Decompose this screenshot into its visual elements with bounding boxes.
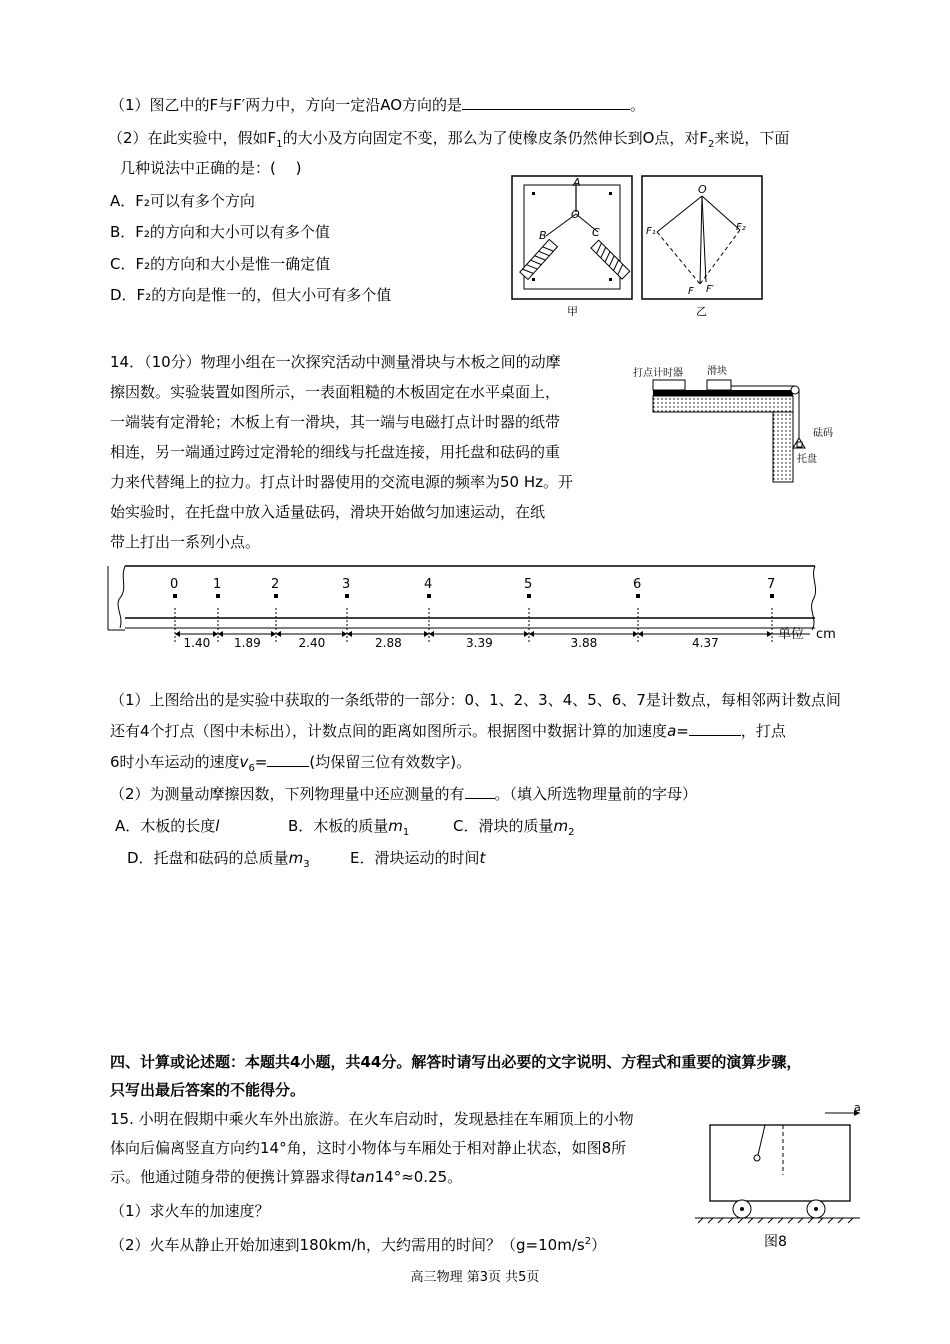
- count-point-dot: [527, 594, 531, 598]
- q13-option-b: B．F₂的方向和大小可以有多个值: [110, 223, 330, 241]
- q14-sub2: （2）为测量动摩擦因数，下列物理量中还应测量的有 。（填入所选物理量前的字母）: [110, 785, 698, 803]
- label-o: O: [698, 183, 707, 196]
- q14-option-b: B．木板的质量$m_1$: [288, 817, 410, 838]
- distance-arrow: [633, 631, 638, 637]
- q14-line: 一端装有定滑轮；木板上有一滑块，其一端与电磁打点计时器的纸带: [110, 413, 561, 431]
- distance-arrow: [213, 631, 218, 637]
- figure-jia: [510, 172, 635, 317]
- q13-option-a: A．F₂可以有多个方向: [110, 192, 255, 210]
- accel-label: a: [854, 1103, 861, 1114]
- distance-arrow: [276, 631, 281, 637]
- q14-line: 始实验时，在托盘中放入适量砝码，滑块开始做匀加速运动，在纸: [110, 503, 546, 521]
- caption-yi: 乙: [696, 305, 707, 317]
- label-b: B: [539, 229, 547, 242]
- label-slider: 滑块: [707, 366, 727, 377]
- distance-arrow: [218, 631, 223, 637]
- q13-option-c: C．F₂的方向和大小是惟一确定值: [110, 255, 331, 273]
- distance-arrow: [342, 631, 347, 637]
- q15-line3: 示。他通过随身带的便携计算器求得tan14°≈0.25。: [110, 1168, 463, 1186]
- accel-blank[interactable]: [689, 721, 741, 736]
- count-point-dot: [274, 594, 278, 598]
- q14-option-c: C．滑块的质量$m_2$: [453, 817, 575, 838]
- count-point-dot: [216, 594, 220, 598]
- q14-sub1-line2: 还有4个打点（图中未标出），计数点间的距离如图所示。根据图中数据计算的加速度a= ，打点: [110, 722, 786, 740]
- figure-caption: 图8: [764, 1234, 787, 1250]
- distance-label: 1.40: [183, 636, 211, 650]
- page-footer: 高三物理 第3页 共5页: [410, 1270, 540, 1285]
- q14-line: 带上打出一系列小点。: [110, 533, 261, 551]
- count-point-dot: [427, 594, 431, 598]
- distance-label: 2.40: [298, 636, 326, 650]
- label-f: F: [688, 286, 694, 297]
- count-point-dot: [173, 594, 177, 598]
- label-weight: 砝码: [813, 428, 833, 439]
- q14-line: 力来代替绳上的拉力。打点计时器使用的交流电源的频率为50 Hz。开: [110, 473, 574, 491]
- q15-sub1: （1）求火车的加速度？: [110, 1202, 270, 1220]
- label-timer: 打点计时器: [633, 368, 683, 379]
- distance-arrow: [638, 631, 643, 637]
- label-f-prime: F′: [706, 284, 715, 295]
- q13-option-d: D．F₂的方向是惟一的，但大小可有多个值: [110, 286, 392, 304]
- label-a: A: [573, 176, 581, 189]
- distance-arrow: [347, 631, 352, 637]
- label-f1: F₁: [646, 226, 656, 237]
- section4-header-line1: 四、计算或论述题：本题共4小题，共44分。解答时请写出必要的文字说明、方程式和重要的演算步骤，: [110, 1053, 802, 1071]
- caption-jia: 甲: [567, 305, 578, 317]
- slider-box: [707, 380, 731, 390]
- q14-line: 14．（10分）物理小组在一次探究活动中测量滑块与木板之间的动摩: [110, 353, 561, 371]
- q14-sub1-line1: （1）上图给出的是实验中获取的一条纸带的一部分：0、1、2、3、4、5、6、7是计数点，每相邻两计数点间: [110, 691, 841, 709]
- distance-arrow: [529, 631, 534, 637]
- q14-option-a: A．木板的长度l: [115, 817, 220, 835]
- distance-arrow: [524, 631, 529, 637]
- q14-sub1-line3: 6时小车运动的速度$v_6=$ (均保留三位有效数字)。: [110, 753, 472, 774]
- distance-label: 2.88: [375, 636, 402, 650]
- label-f2: F₂: [736, 222, 746, 233]
- count-point-label: 1: [213, 577, 222, 592]
- section4-header-line2: 只写出最后答案的不能得分。: [110, 1081, 306, 1099]
- q14-line: 擦因数。实验装置如图所示，一表面粗糙的木板固定在水平桌面上，: [110, 383, 561, 401]
- q15-line1: 15. 小明在假期中乘火车外出旅游。在火车启动时，发现悬挂在车厢顶上的小物: [110, 1110, 634, 1128]
- count-point-label: 2: [271, 577, 280, 592]
- count-point-dot: [770, 594, 774, 598]
- distance-arrow: [271, 631, 276, 637]
- label-tray: 托盘: [797, 454, 817, 465]
- q14-option-d: D．托盘和砝码的总质量$m_3$: [127, 849, 310, 870]
- q13-part2-prompt: 几种说法中正确的是：( ): [120, 159, 302, 177]
- label-c: C: [592, 226, 600, 239]
- unit-label: 单位: [778, 627, 805, 642]
- distance-arrow: [767, 631, 772, 637]
- q13-part1: （1）图乙中的F与F′两力中，方向一定沿AO方向的是 。: [110, 96, 646, 114]
- figure-yi: [640, 172, 765, 317]
- timer-box: [653, 380, 685, 390]
- distance-arrow: [424, 631, 429, 637]
- count-point-dot: [345, 594, 349, 598]
- distance-arrow: [429, 631, 434, 637]
- q14-option-e: E．滑块运动的时间t: [350, 849, 486, 867]
- q15-line2: 体向后偏离竖直方向约14°角，这时小物体与车厢处于相对静止状态，如图8所: [110, 1139, 627, 1157]
- count-point-dot: [636, 594, 640, 598]
- count-point-label: 0: [170, 577, 179, 592]
- count-point-label: 5: [524, 577, 533, 592]
- distance-arrow: [175, 631, 180, 637]
- choice-blank[interactable]: [465, 784, 495, 799]
- velocity-blank[interactable]: [267, 752, 309, 767]
- count-point-label: 7: [767, 577, 776, 592]
- q14-line: 相连，另一端通过跨过定滑轮的细线与托盘连接，用托盘和砝码的重: [110, 443, 561, 461]
- unit-value: cm: [816, 627, 836, 642]
- train-figure: [690, 1103, 870, 1263]
- q14-stem: [110, 347, 573, 557]
- distance-label: 3.39: [466, 636, 493, 650]
- count-point-label: 4: [424, 577, 433, 592]
- q15-sub2: （2）火车从静止开始加速到180km/h，大约需用的时间？$(g=10m/s^2)$: [110, 1236, 607, 1254]
- paper-tape: [100, 548, 850, 658]
- distance-label: 4.37: [692, 636, 719, 650]
- answer-blank[interactable]: [462, 95, 630, 110]
- distance-label: 1.89: [234, 636, 261, 650]
- apparatus-figure: [625, 358, 850, 488]
- label-o: O: [571, 208, 580, 221]
- count-point-label: 6: [633, 577, 642, 592]
- count-point-label: 3: [342, 577, 351, 592]
- distance-label: 3.88: [570, 636, 598, 650]
- q13-part2: （2）在此实验中，假如$F_1$的大小及方向固定不变，那么为了使橡皮条仍然伸长到O点，对$F_2$来说，下面: [108, 129, 790, 150]
